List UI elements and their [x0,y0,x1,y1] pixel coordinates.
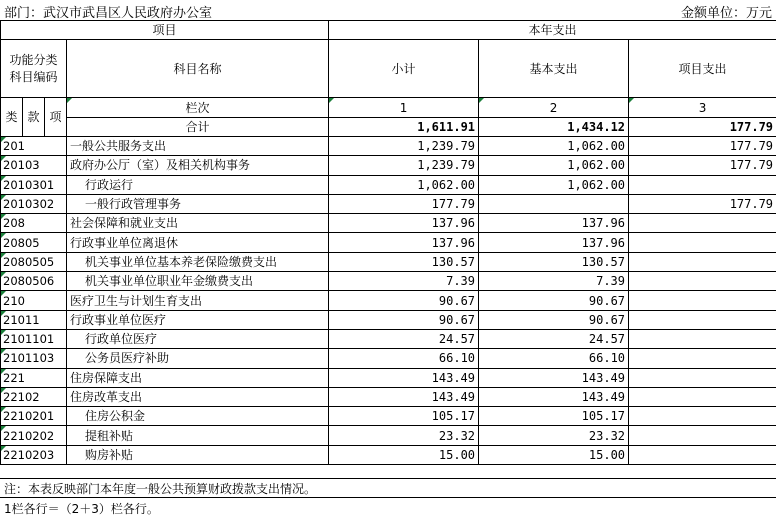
row-code[interactable]: 221 [1,368,67,387]
row-basic[interactable]: 15.00 [479,445,629,464]
table-row [1,252,776,271]
row-project[interactable] [629,214,776,233]
table-row [1,291,776,310]
row-project[interactable]: 177.79 [629,156,776,175]
row-subtotal[interactable]: 143.49 [329,387,479,406]
row-subtotal[interactable]: 1,239.79 [329,156,479,175]
row-basic[interactable]: 143.49 [479,368,629,387]
row-code[interactable]: 2101103 [1,349,67,368]
table-row [1,329,776,348]
row-name[interactable]: 政府办公厅（室）及相关机构事务 [67,156,329,175]
row-basic[interactable]: 143.49 [479,387,629,406]
total-subtotal[interactable]: 1,611.91 [329,118,479,137]
row-basic[interactable]: 24.57 [479,329,629,348]
row-subtotal[interactable]: 1,239.79 [329,137,479,156]
notes-divider [0,478,776,479]
row-code[interactable]: 2080505 [1,252,67,271]
row-basic[interactable]: 90.67 [479,291,629,310]
row-name[interactable]: 行政单位医疗 [67,329,329,348]
note-line-1: 注：本表反映部门本年度一般公共预算财政拨款支出情况。 [4,482,317,496]
row-name[interactable]: 社会保障和就业支出 [67,214,329,233]
col3-number[interactable]: 3 [629,98,776,118]
notes-divider-2 [0,497,776,498]
expenditure-table [0,20,776,465]
row-name[interactable]: 医疗卫生与计划生育支出 [67,291,329,310]
row-project[interactable] [629,291,776,310]
xiang-header[interactable]: 项 [45,98,67,137]
row-basic[interactable]: 66.10 [479,349,629,368]
lanci-label[interactable]: 栏次 [67,98,329,118]
row-code[interactable]: 2010302 [1,194,67,213]
row-basic[interactable]: 105.17 [479,407,629,426]
spend-header[interactable]: 本年支出 [329,21,776,40]
table-row [1,349,776,368]
row-subtotal[interactable]: 137.96 [329,214,479,233]
row-subtotal[interactable]: 143.49 [329,368,479,387]
header-row-2 [1,40,776,98]
row-subtotal[interactable]: 24.57 [329,329,479,348]
row-code[interactable]: 20103 [1,156,67,175]
item-header[interactable]: 项目 [1,21,329,40]
row-code[interactable]: 20805 [1,233,67,252]
row-code[interactable]: 210 [1,291,67,310]
total-row [1,118,776,137]
row-project[interactable]: 177.79 [629,194,776,213]
header-row-1 [1,21,776,40]
row-project[interactable] [629,445,776,464]
row-project[interactable] [629,272,776,291]
table-row [1,214,776,233]
row-subtotal[interactable]: 7.39 [329,272,479,291]
row-basic[interactable]: 90.67 [479,310,629,329]
row-project[interactable]: 177.79 [629,137,776,156]
col1-number[interactable]: 1 [329,98,479,118]
row-project[interactable] [629,426,776,445]
total-project[interactable]: 177.79 [629,118,776,137]
row-name[interactable]: 住房保障支出 [67,368,329,387]
table-row [1,368,776,387]
row-name[interactable]: 住房改革支出 [67,387,329,406]
note-line-2: 1栏各行＝（2＋3）栏各行。 [4,502,159,516]
table-row [1,194,776,213]
lanci-row [1,98,776,118]
subtotal-header[interactable]: 小计 [329,40,479,98]
row-subtotal[interactable]: 1,062.00 [329,175,479,194]
row-name[interactable]: 行政事业单位医疗 [67,310,329,329]
row-code[interactable]: 21011 [1,310,67,329]
row-subtotal[interactable]: 130.57 [329,252,479,271]
row-project[interactable] [629,349,776,368]
row-name[interactable]: 机关事业单位职业年金缴费支出 [67,272,329,291]
row-basic[interactable] [479,194,629,213]
row-name[interactable]: 提租补贴 [67,426,329,445]
row-basic[interactable]: 1,062.00 [479,156,629,175]
total-label[interactable]: 合计 [67,118,329,137]
row-code[interactable]: 22102 [1,387,67,406]
row-subtotal[interactable]: 23.32 [329,426,479,445]
table-row [1,175,776,194]
row-basic[interactable]: 1,062.00 [479,137,629,156]
row-name[interactable]: 一般公共服务支出 [67,137,329,156]
table-row [1,387,776,406]
row-code[interactable]: 2101101 [1,329,67,348]
lei-header[interactable]: 类 [1,98,23,137]
row-basic[interactable]: 137.96 [479,233,629,252]
row-subtotal[interactable]: 15.00 [329,445,479,464]
row-code[interactable]: 2080506 [1,272,67,291]
row-project[interactable] [629,175,776,194]
table-row [1,156,776,175]
table-row [1,310,776,329]
table-row [1,233,776,252]
row-project[interactable] [629,407,776,426]
report-header [0,0,776,20]
row-subtotal[interactable]: 177.79 [329,194,479,213]
row-name[interactable]: 购房补贴 [67,445,329,464]
row-subtotal[interactable]: 137.96 [329,233,479,252]
row-code[interactable]: 2210202 [1,426,67,445]
row-code[interactable]: 208 [1,214,67,233]
row-subtotal[interactable]: 66.10 [329,349,479,368]
table-row [1,426,776,445]
row-code[interactable]: 2010301 [1,175,67,194]
row-subtotal[interactable]: 90.67 [329,310,479,329]
table-row [1,445,776,464]
row-name[interactable]: 行政运行 [67,175,329,194]
row-project[interactable] [629,233,776,252]
basic-header[interactable]: 基本支出 [479,40,629,98]
row-name[interactable]: 一般行政管理事务 [67,194,329,213]
row-basic[interactable]: 7.39 [479,272,629,291]
table-row [1,137,776,156]
project-header[interactable]: 项目支出 [629,40,776,98]
name-header[interactable]: 科目名称 [67,40,329,98]
code-header[interactable]: 功能分类科目编码 [1,40,67,98]
row-basic[interactable]: 130.57 [479,252,629,271]
total-basic[interactable]: 1,434.12 [479,118,629,137]
row-name[interactable]: 机关事业单位基本养老保险缴费支出 [67,252,329,271]
row-basic[interactable]: 1,062.00 [479,175,629,194]
row-project[interactable] [629,368,776,387]
col2-number[interactable]: 2 [479,98,629,118]
row-name[interactable]: 住房公积金 [67,407,329,426]
row-code[interactable]: 201 [1,137,67,156]
row-basic[interactable]: 137.96 [479,214,629,233]
amount-unit-label: 金额单位：万元 [680,6,772,21]
kuan-header[interactable]: 款 [23,98,45,137]
row-name[interactable]: 行政事业单位离退休 [67,233,329,252]
row-project[interactable] [629,387,776,406]
row-project[interactable] [629,310,776,329]
row-subtotal[interactable]: 105.17 [329,407,479,426]
row-code[interactable]: 2210201 [1,407,67,426]
row-code[interactable]: 2210203 [1,445,67,464]
row-name[interactable]: 公务员医疗补助 [67,349,329,368]
row-basic[interactable]: 23.32 [479,426,629,445]
table-row [1,272,776,291]
row-project[interactable] [629,252,776,271]
row-project[interactable] [629,329,776,348]
table-row [1,407,776,426]
department-label: 部门：武汉市武昌区人民政府办公室 [4,6,213,21]
row-subtotal[interactable]: 90.67 [329,291,479,310]
